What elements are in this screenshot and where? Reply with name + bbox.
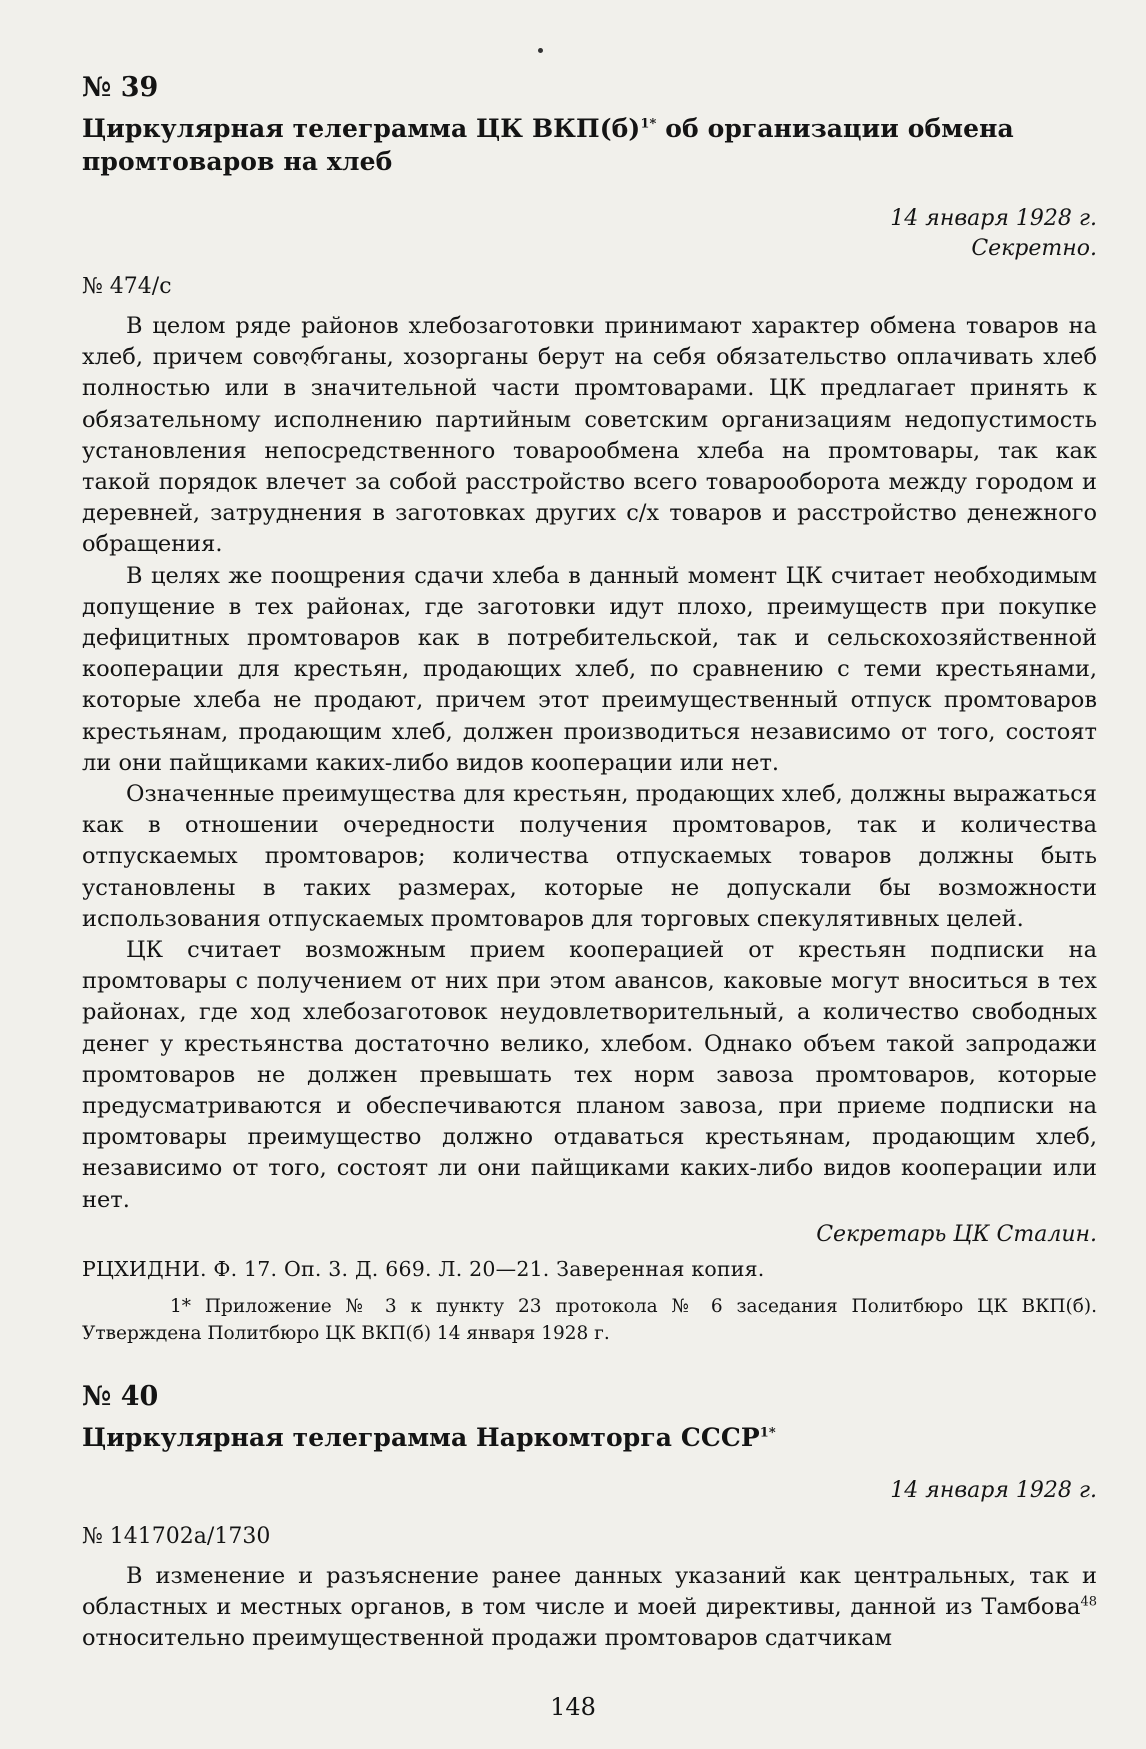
doc39-ref: № 474/с [82, 274, 172, 299]
doc39-archive-ref: РЦХИДНИ. Ф. 17. Оп. 3. Д. 669. Л. 20—21. Заверенная копия. [82, 1256, 765, 1281]
doc39-title-sup: 1* [640, 116, 657, 132]
doc40-ref: № 141702а/1730 [82, 1523, 271, 1549]
doc39-paragraph-3: Означенные преимущества для крестьян, продающих хлеб, должны выражаться как в отношении очередности получения промтоваров, так и количества отпускаемых промтоваров; количества отпускаемых товаров должны быть установлены в таких размерах, которые не допускали бы возможности использования отпускаемых промтоваров для торговых спекулятивных целей. [82, 781, 1097, 932]
doc39-title-rest: об организации обмена промтоваров на хлеб [82, 114, 1014, 176]
doc40-paragraph-start: В изменение и разъяснение ранее данных указаний как центральных, так и областных и местных органов, в том числе и моей директивы, данной из Тамбова [82, 1562, 1097, 1621]
doc39-footnote: 1* Приложение № 3 к пункту 23 протокола № 6 заседания Политбюро ЦК ВКП(б). Утверждена Политбюро ЦК ВКП(б) 14 января 1928 г. [82, 1295, 1097, 1344]
doc40-paragraph [82, 1561, 1097, 1655]
doc39-paragraph-2: В целях же поощрения сдачи хлеба в данный момент ЦК считает необходимым допущение в тех районах, где заготовки идут плохо, преимуществ при покупке дефицитных промтоваров как в потребительской, так и сельскохозяйственной кооперации для крестьян, продающих хлеб, по сравнению с теми крестьянами, которые хлеба не продают, причем этот преимущественный отпуск промтоваров крестьянам, продающим хлеб, должен производиться независимо от того, состоят ли они пайщиками каких-либо видов кооперации или нет. [82, 562, 1097, 776]
stray-mark [538, 48, 543, 53]
document-40 [82, 1381, 1097, 1655]
doc40-title-sup: 1* [759, 1425, 776, 1441]
doc39-paragraph-1: В целом ряде районов хлебозаготовки принимают характер обмена товаров на хлеб, причем совორганы, хозорганы берут на себя обязательство оплачивать хлеб полностью или в значительной части промтоварами. ЦК предлагает принять к обязательному исполнению партийным советским организациям недопустимость установления непосредственного товарообмена хлеба на промтовары, так как такой порядок влечет за собой расстройство всего товарооборота между городом и деревней, затруднения в заготовках других с/х товаров и расстройство денежного обращения. [82, 313, 1097, 558]
doc40-paragraph-sup: 48 [1080, 1594, 1097, 1610]
doc39-paragraph-4: ЦК считает возможным прием кооперацией от крестьян подписки на промтовары с получением от них при этом авансов, каковые могут вноситься в тех районах, где ход хлебозаготовок неудовлетворительный, а количество свободных денег у крестьянства достаточно велико, хлебом. Однако объем такой запродажи промтоваров не должен превышать тех норм завоза промтоваров, которые предусматриваются и обеспечиваются планом завоза, при приеме подписки на промтовары преимущество должно отдаваться крестьянам, продающим хлеб, независимо от того, состоят ли они пайщиками каких-либо видов кооперации или нет. [82, 937, 1097, 1213]
doc39-classification: Секретно. [971, 236, 1097, 261]
doc39-title-text: Циркулярная телеграмма ЦК ВКП(б) [82, 114, 641, 143]
doc40-title-text: Циркулярная телеграмма Наркомторга СССР [82, 1422, 760, 1452]
document-39 [82, 72, 1097, 1347]
doc40-paragraph-end: относительно преимущественной продажи промтоваров сдатчикам [82, 1625, 893, 1652]
doc40-number: № 40 [82, 1380, 159, 1412]
doc39-date: 14 января 1928 г. [890, 206, 1097, 231]
doc39-title [82, 112, 1097, 178]
doc40-title [82, 1421, 1097, 1454]
page-number: 148 [550, 1693, 596, 1721]
doc40-date: 14 января 1928 г. [890, 1477, 1097, 1503]
doc39-signature: Секретарь ЦК Сталин. [816, 1221, 1097, 1247]
doc39-number: № 39 [82, 72, 159, 103]
page-content [82, 72, 1097, 1655]
